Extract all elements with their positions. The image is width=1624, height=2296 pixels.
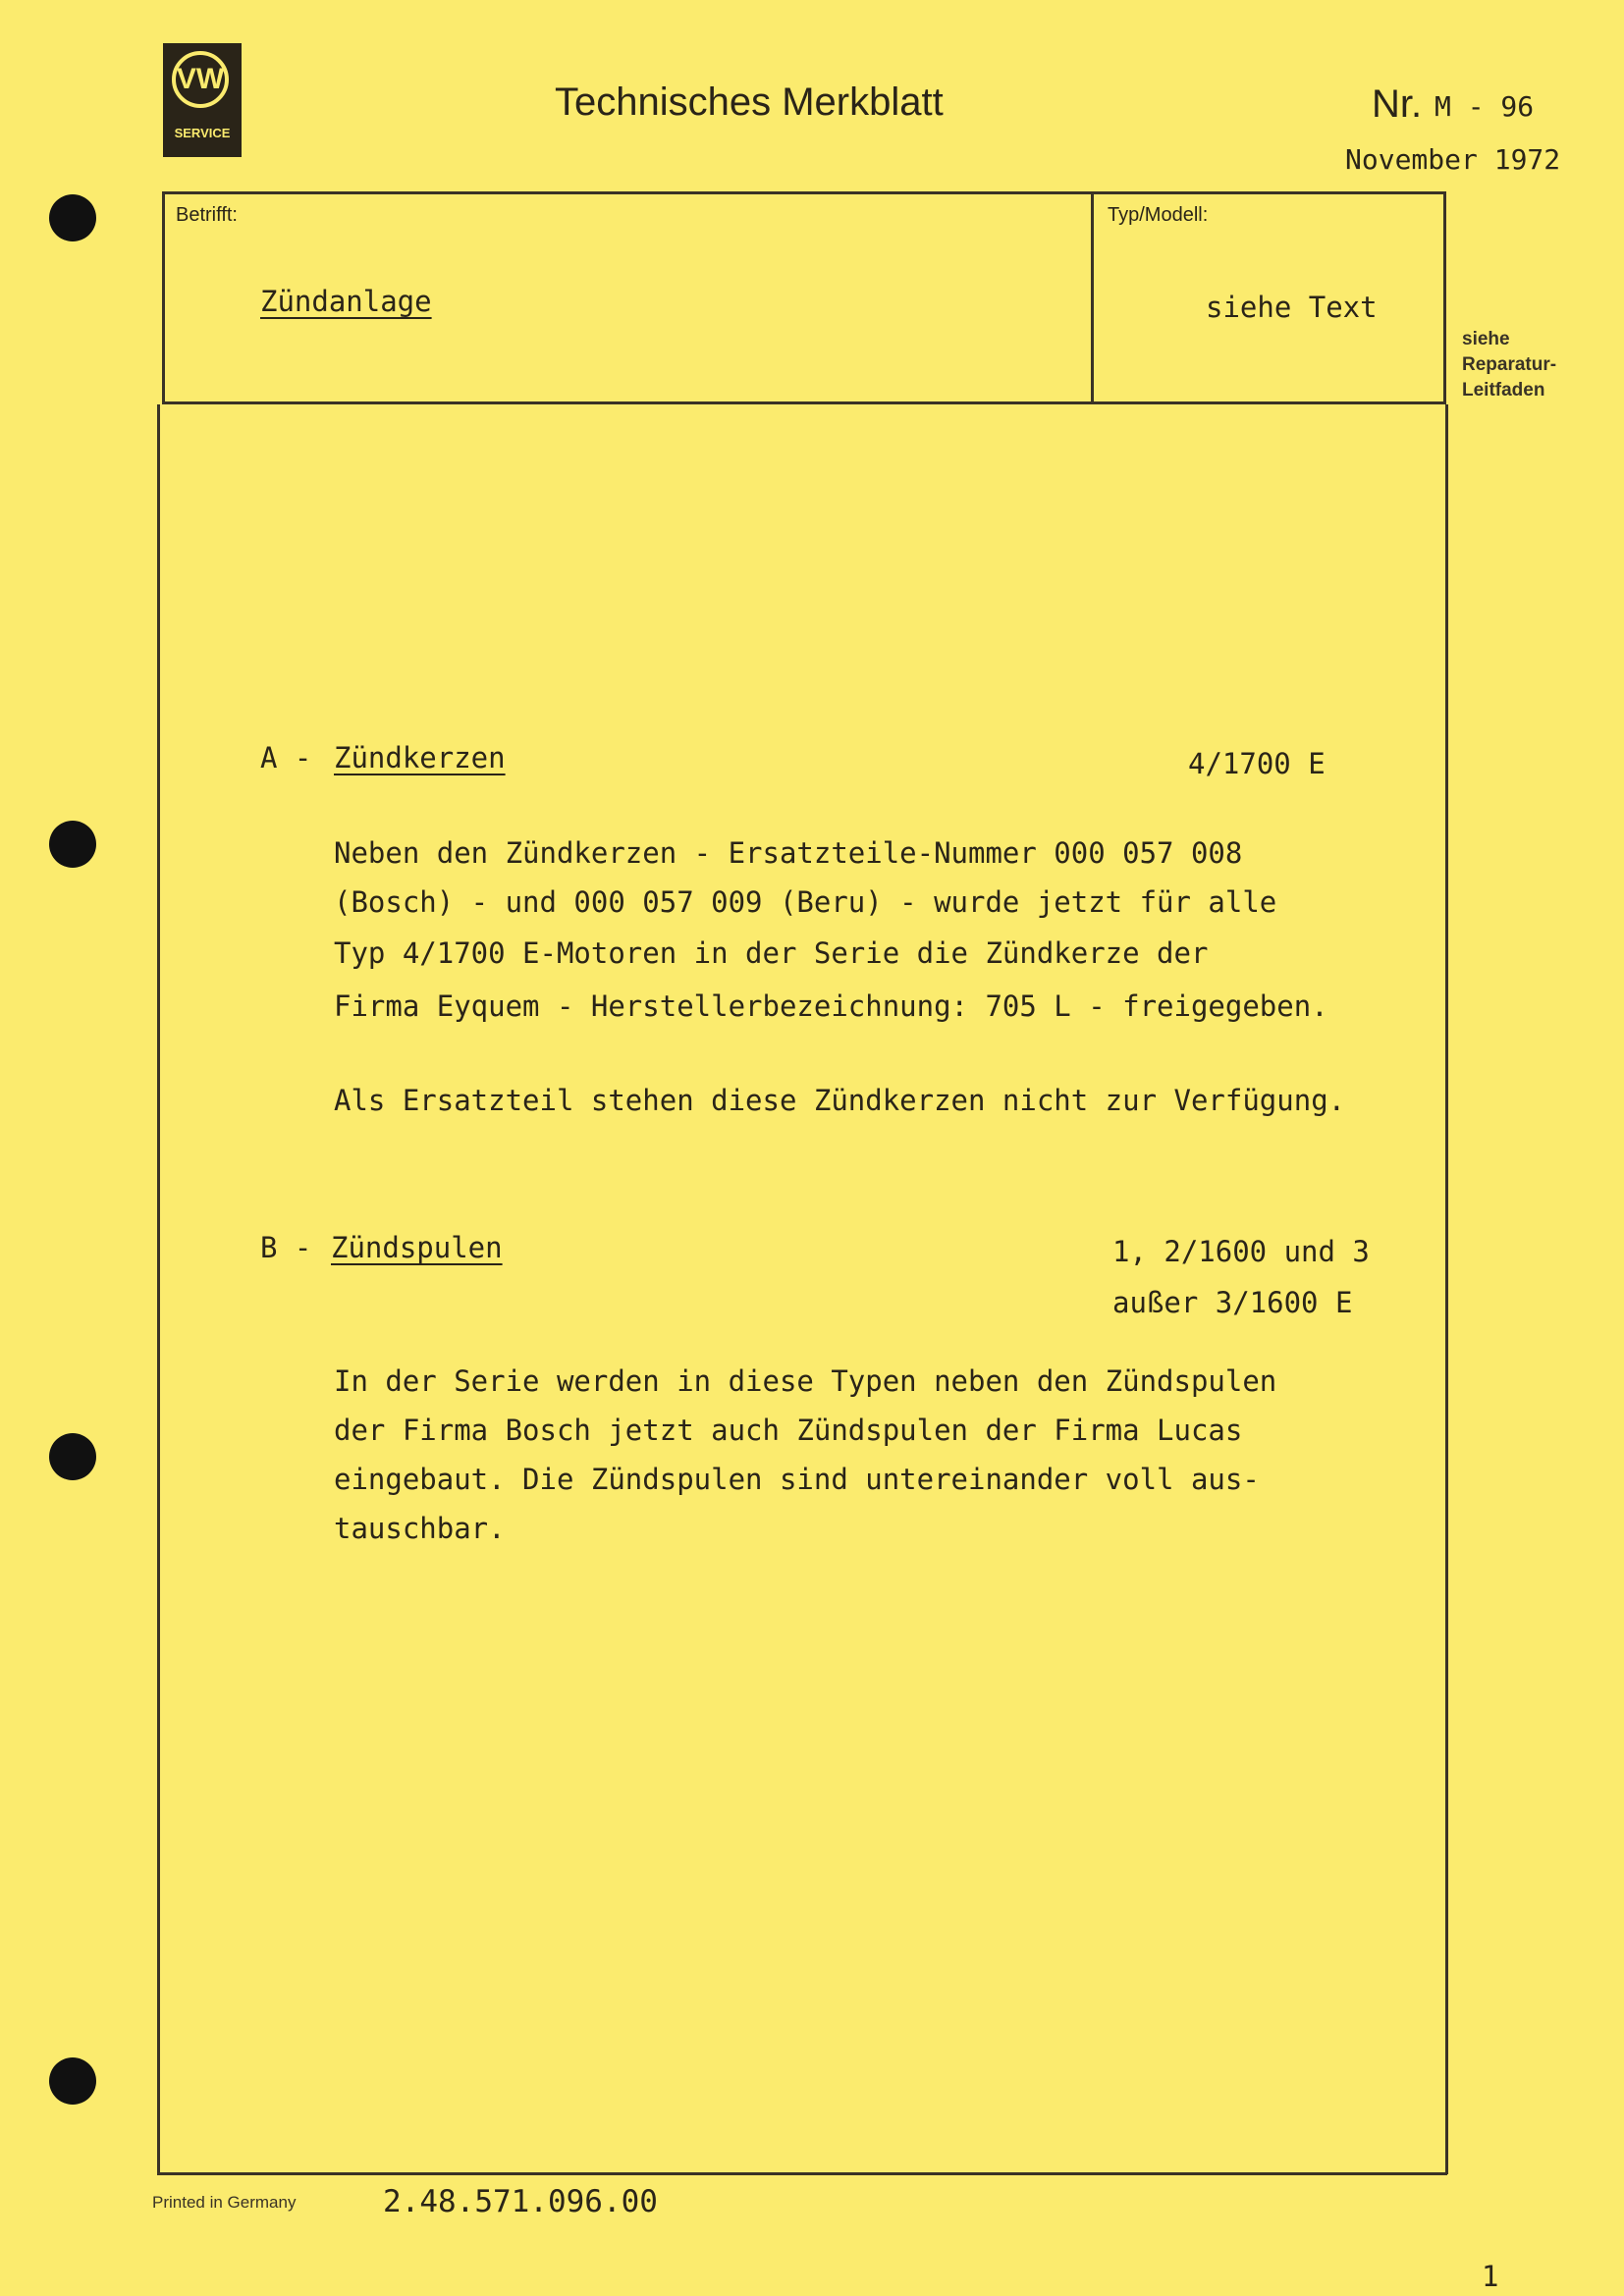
- section-a-line: (Bosch) - und 000 057 009 (Beru) - wurde jetzt für alle: [334, 885, 1277, 919]
- vw-logo-icon: VW: [172, 51, 229, 108]
- nr-label: Nr.: [1372, 82, 1423, 126]
- logo-service-text: SERVICE: [174, 126, 231, 140]
- punch-hole-icon: [49, 1433, 96, 1480]
- nr-value: M - 96: [1435, 90, 1535, 123]
- side-note-line: siehe: [1462, 329, 1510, 349]
- frame-left-line: [157, 404, 160, 2174]
- frame-right-line: [1445, 404, 1448, 2174]
- section-b-line: eingebaut. Die Zündspulen sind untereinander voll aus-: [334, 1463, 1260, 1496]
- subject-box-divider: [1091, 191, 1094, 404]
- section-a-note: Als Ersatzteil stehen diese Zündkerzen nicht zur Verfügung.: [334, 1084, 1346, 1117]
- side-note-line: Leitfaden: [1462, 380, 1545, 400]
- section-b-line: In der Serie werden in diese Typen neben den Zündspulen: [334, 1364, 1277, 1398]
- betrifft-label: Betrifft:: [176, 204, 238, 226]
- document-number: 2.48.571.096.00: [383, 2184, 658, 2219]
- section-b-model: außer 3/1600 E: [1112, 1286, 1353, 1319]
- document-title: Technisches Merkblatt: [555, 80, 944, 124]
- frame-bottom-line: [157, 2172, 1447, 2175]
- section-b-line: der Firma Bosch jetzt auch Zündspulen der Firma Lucas: [334, 1414, 1243, 1447]
- page-number: 1: [1482, 2260, 1499, 2293]
- section-b-prefix: B -: [260, 1231, 312, 1264]
- side-note: [1462, 327, 1556, 403]
- section-a-prefix: A -: [260, 741, 312, 774]
- typ-modell-value: siehe Text: [1206, 291, 1378, 324]
- side-note-line: Reparatur-: [1462, 354, 1557, 375]
- punch-hole-icon: [49, 2057, 96, 2105]
- section-a-model: 4/1700 E: [1188, 747, 1326, 780]
- section-a-line: Typ 4/1700 E-Motoren in der Serie die Zündkerze der: [334, 936, 1209, 970]
- typ-modell-label: Typ/Modell:: [1108, 204, 1209, 226]
- punch-hole-icon: [49, 821, 96, 868]
- section-a-line: Firma Eyquem - Herstellerbezeichnung: 705 L - freigegeben.: [334, 989, 1328, 1023]
- section-a-line: Neben den Zündkerzen - Ersatzteile-Nummer 000 057 008: [334, 836, 1243, 870]
- betrifft-value: Zündanlage: [260, 285, 432, 318]
- section-a-heading: Zündkerzen: [334, 741, 506, 774]
- vw-service-logo: [163, 43, 242, 157]
- section-b-line: tauschbar.: [334, 1512, 506, 1545]
- punch-hole-icon: [49, 194, 96, 241]
- document-date: November 1972: [1345, 143, 1561, 176]
- printed-in-label: Printed in Germany: [152, 2193, 297, 2212]
- section-b-model: 1, 2/1600 und 3: [1112, 1235, 1370, 1268]
- section-b-heading: Zündspulen: [331, 1231, 503, 1264]
